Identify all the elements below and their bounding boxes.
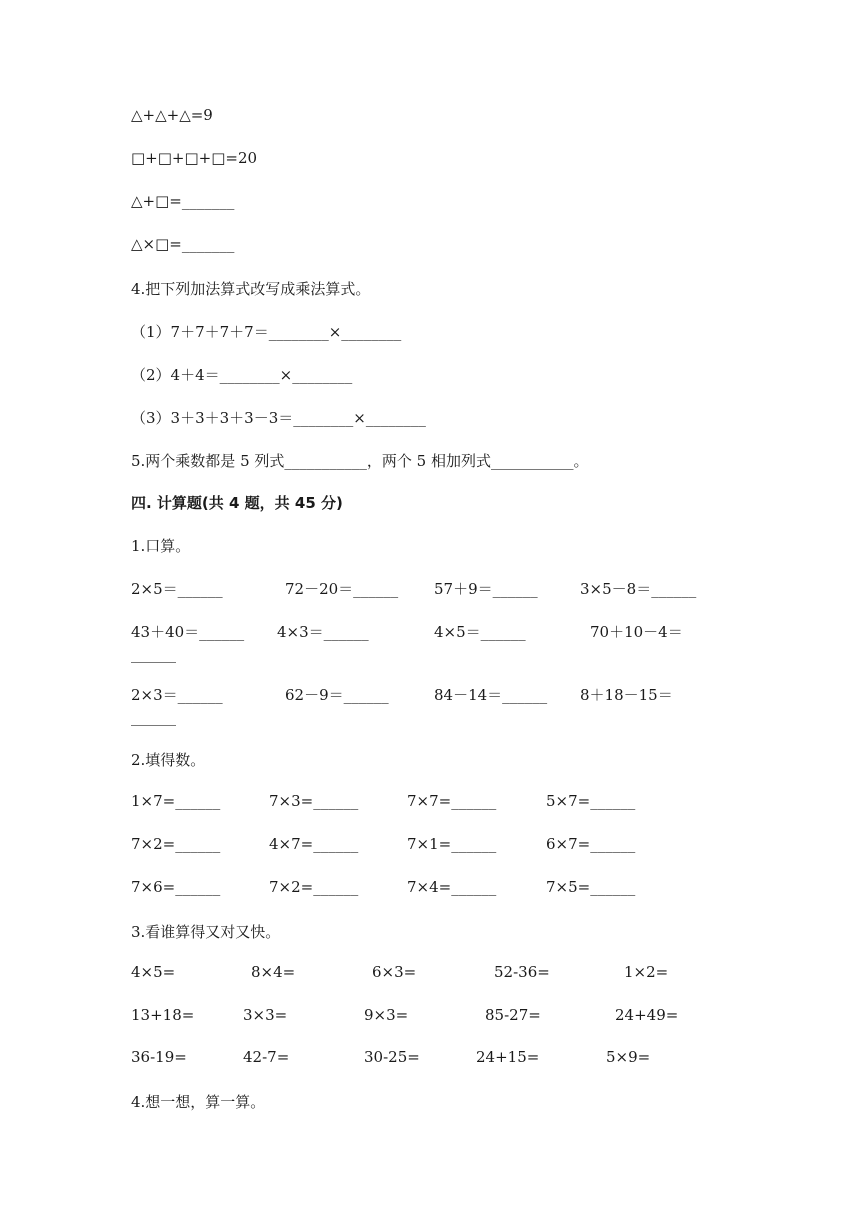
calc-item: 9×3= xyxy=(364,1006,409,1024)
calc-item: 5×7=______ xyxy=(546,792,636,810)
calc-item: 43＋40＝______ xyxy=(131,623,245,641)
calc-item: 24+15= xyxy=(476,1048,540,1066)
calc-item: 7×7=______ xyxy=(407,792,497,810)
question-title: 5.两个乘数都是 5 列式___________，两个 5 相加列式___________。 xyxy=(131,452,589,470)
calc-item: 8＋18－15＝ xyxy=(580,686,673,704)
equation-line: □+□+□+□=20 xyxy=(131,149,258,167)
calc-item: 2×5＝______ xyxy=(131,580,223,598)
calc-item: 72－20＝______ xyxy=(285,580,399,598)
calc-item: 1×7=______ xyxy=(131,792,221,810)
calc-item: 7×5=______ xyxy=(546,878,636,896)
calc-item: 24+49= xyxy=(615,1006,679,1024)
calc-item: 6×3= xyxy=(372,963,417,981)
calc-item: 13+18= xyxy=(131,1006,195,1024)
calc-item: 4×7=______ xyxy=(269,835,359,853)
calc-item: 7×2=______ xyxy=(269,878,359,896)
calc-item: 6×7=______ xyxy=(546,835,636,853)
problem-title: 4.想一想，算一算。 xyxy=(131,1093,266,1111)
problem-title: 2.填得数。 xyxy=(131,751,206,769)
question-title: 4.把下列加法算式改写成乘法算式。 xyxy=(131,280,371,298)
calc-item: 4×3＝______ xyxy=(277,623,369,641)
calc-item: 57＋9＝______ xyxy=(434,580,538,598)
calc-item: 7×6=______ xyxy=(131,878,221,896)
equation-line: △+△+△=9 xyxy=(131,106,213,124)
equation-line: △×□=_______ xyxy=(131,235,235,253)
calc-item: 70＋10－4＝ xyxy=(590,623,683,641)
calc-item: 42-7= xyxy=(243,1048,290,1066)
calc-item: 1×2= xyxy=(624,963,669,981)
calc-item: 62－9＝______ xyxy=(285,686,389,704)
calc-item: 85-27= xyxy=(485,1006,541,1024)
equation-line: △+□=_______ xyxy=(131,192,235,210)
calc-item: 52-36= xyxy=(494,963,550,981)
section-heading: 四. 计算题(共 4 题，共 45 分) xyxy=(131,494,343,512)
problem-title: 1.口算。 xyxy=(131,537,191,555)
calc-item: 84－14＝______ xyxy=(434,686,548,704)
calc-item: 30-25= xyxy=(364,1048,420,1066)
problem-title: 3.看谁算得又对又快。 xyxy=(131,923,281,941)
question-item: （3）3＋3＋3＋3－3＝________×________ xyxy=(131,409,426,427)
answer-blank: ______ xyxy=(131,645,176,663)
calc-item: 3×5－8＝______ xyxy=(580,580,697,598)
calc-item: 8×4= xyxy=(251,963,296,981)
calc-item: 3×3= xyxy=(243,1006,288,1024)
question-item: （1）7＋7＋7＋7＝________×________ xyxy=(131,323,402,341)
calc-item: 5×9= xyxy=(606,1048,651,1066)
calc-item: 7×3=______ xyxy=(269,792,359,810)
calc-item: 7×2=______ xyxy=(131,835,221,853)
calc-item: 4×5＝______ xyxy=(434,623,526,641)
calc-item: 2×3＝______ xyxy=(131,686,223,704)
calc-item: 36-19= xyxy=(131,1048,187,1066)
calc-item: 4×5= xyxy=(131,963,176,981)
question-item: （2）4＋4＝________×________ xyxy=(131,366,353,384)
calc-item: 7×4=______ xyxy=(407,878,497,896)
answer-blank: ______ xyxy=(131,708,176,726)
calc-item: 7×1=______ xyxy=(407,835,497,853)
